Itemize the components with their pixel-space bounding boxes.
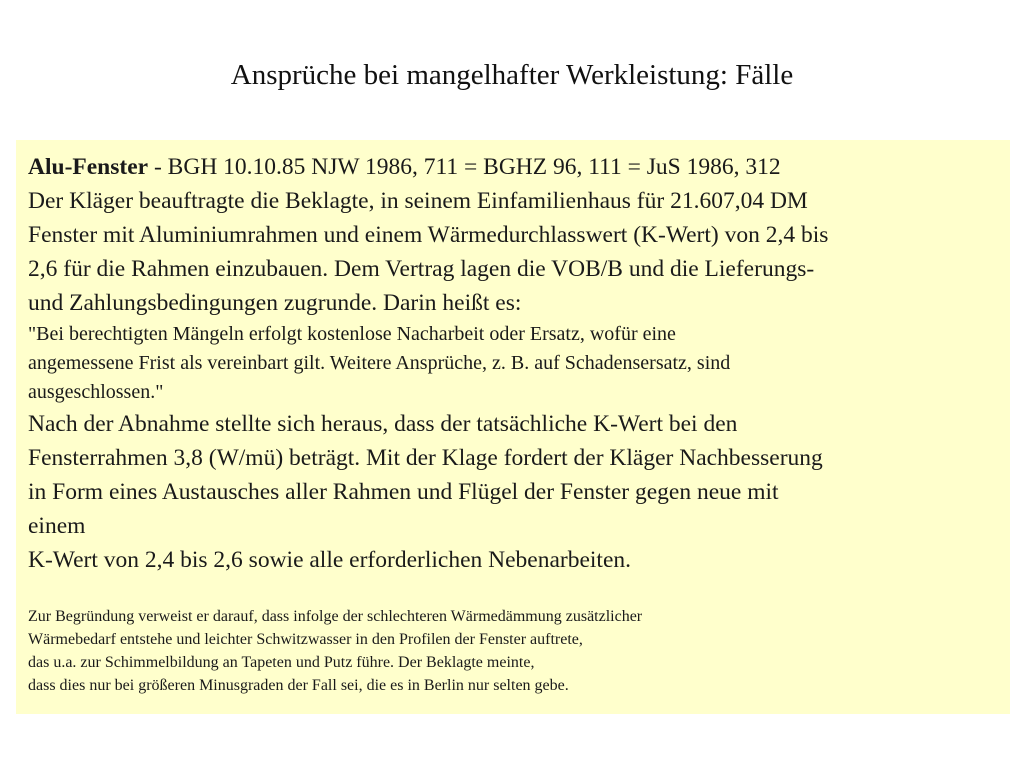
- contract-quote-line: "Bei berechtigten Mängeln erfolgt kostenlose Nacharbeit oder Ersatz, wofür eine: [28, 323, 676, 345]
- case-citation: - BGH 10.10.85 NJW 1986, 711 = BGHZ 96, 111 = JuS 1986, 312: [148, 154, 781, 180]
- claim-line: einem: [28, 513, 86, 539]
- contract-quote-line: ausgeschlossen.": [28, 381, 164, 403]
- facts-line: Fenster mit Aluminiumrahmen und einem Wärmedurchlasswert (K-Wert) von 2,4 bis: [28, 222, 829, 248]
- claim-line: in Form eines Austausches aller Rahmen und Flügel der Fenster gegen neue mit: [28, 479, 779, 505]
- reasoning-line: das u.a. zur Schimmelbildung an Tapeten und Putz führe. Der Beklagte meinte,: [28, 654, 535, 671]
- slide-title: Ansprüche bei mangelhafter Werkleistung: Fälle: [230, 59, 794, 91]
- contract-quote-line: angemessene Frist als vereinbart gilt. Weitere Ansprüche, z. B. auf Schadensersatz, sind: [28, 352, 731, 374]
- reasoning-line: Zur Begründung verweist er darauf, dass infolge der schlechteren Wärmedämmung zusätzlicher: [28, 608, 643, 625]
- facts-line: 2,6 für die Rahmen einzubauen. Dem Vertrag lagen die VOB/B und die Lieferungs-: [28, 256, 815, 282]
- case-text-box: [16, 140, 1010, 714]
- claim-line: Fensterrahmen 3,8 (W/mü) beträgt. Mit der Klage fordert der Kläger Nachbesserung: [28, 445, 823, 471]
- case-heading: [28, 150, 998, 184]
- reasoning-line: dass dies nur bei größeren Minusgraden der Fall sei, die es in Berlin nur selten gebe.: [28, 677, 569, 694]
- claim-line: K-Wert von 2,4 bis 2,6 sowie alle erforderlichen Nebenarbeiten.: [28, 547, 632, 573]
- case-name: Alu-Fenster: [28, 154, 149, 180]
- facts-line: und Zahlungsbedingungen zugrunde. Darin heißt es:: [28, 290, 522, 316]
- reasoning-line: Wärmebedarf entstehe und leichter Schwitzwasser in den Profilen der Fenster auftrete,: [28, 631, 583, 648]
- claim-line: Nach der Abnahme stellte sich heraus, dass der tatsächliche K-Wert bei den: [28, 411, 738, 437]
- paragraph-spacer: [28, 577, 998, 605]
- facts-line: Der Kläger beauftragte die Beklagte, in seinem Einfamilienhaus für 21.607,04 DM: [28, 188, 808, 214]
